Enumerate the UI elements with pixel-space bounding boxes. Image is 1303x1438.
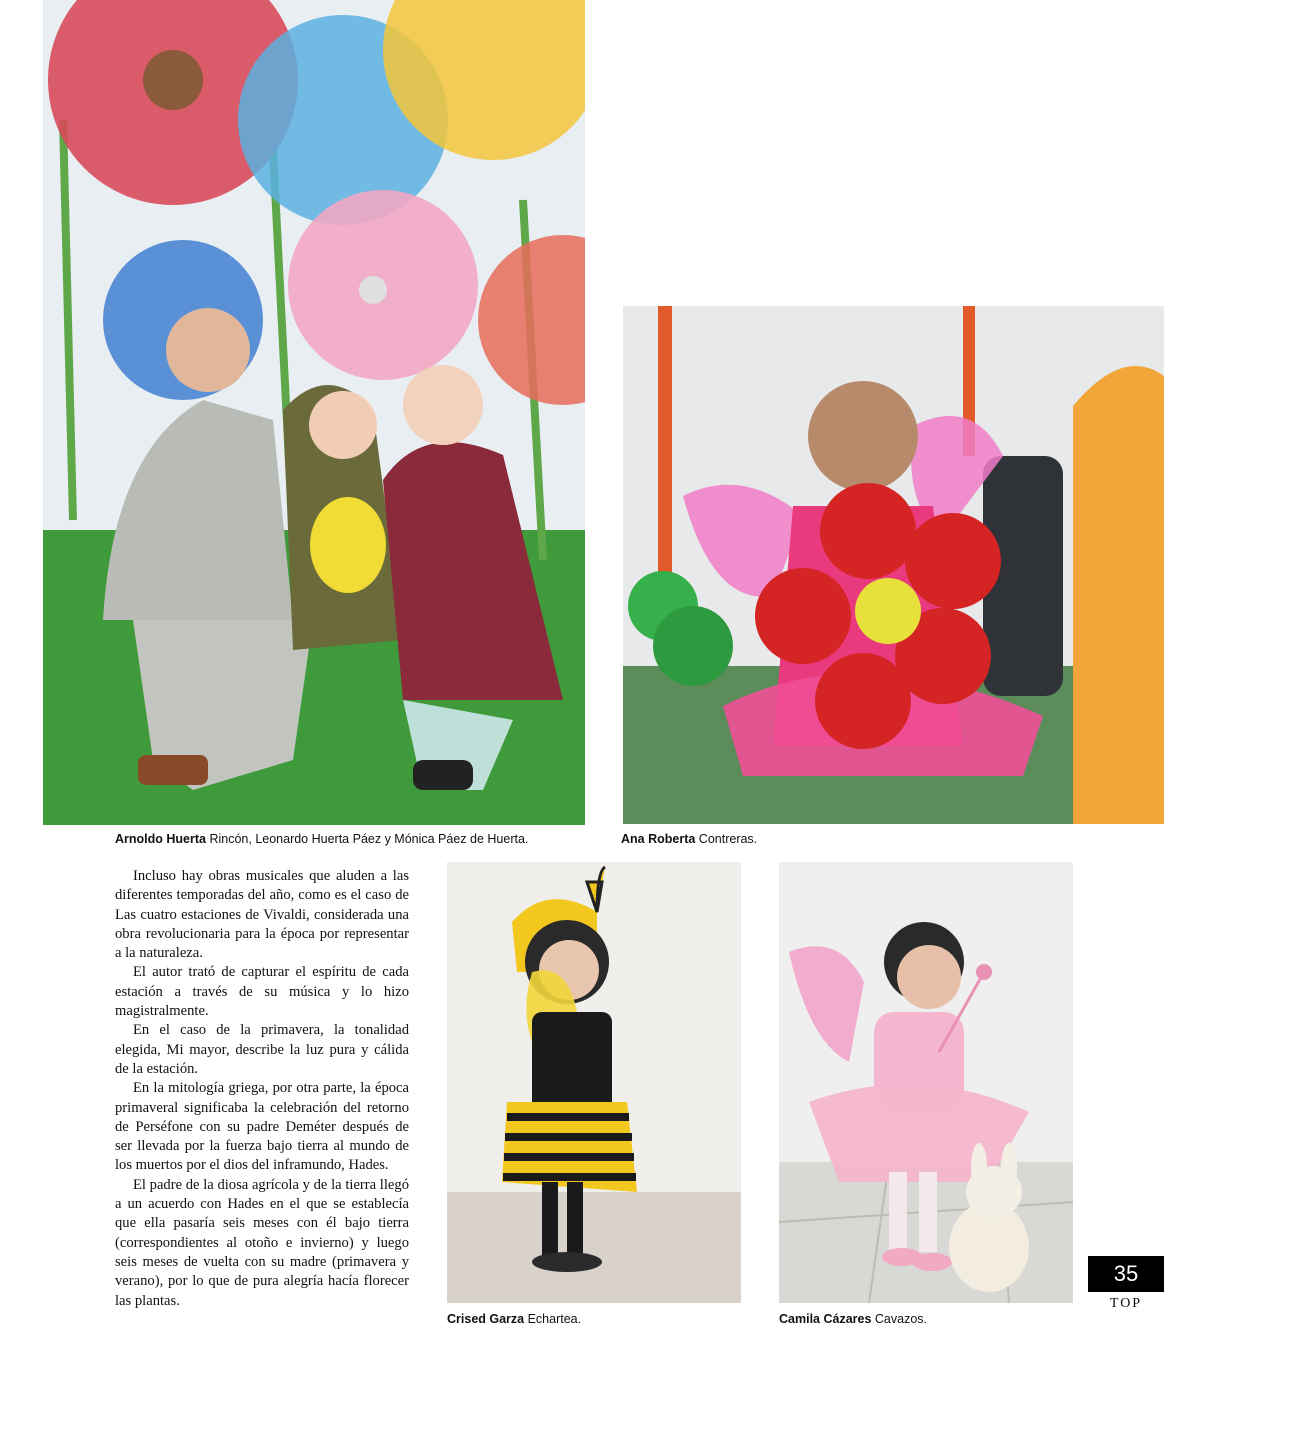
family-photo (43, 0, 585, 825)
caption-family-photo (115, 831, 528, 847)
caption-camila-cazares (779, 1311, 927, 1327)
article-paragraph: Incluso hay obras musicales que aluden a las diferentes temporadas del año, como es el caso de Las cuatro estaciones de Vivaldi, considerada una obra revolucionaria para la época por representar a la naturaleza. (115, 868, 409, 962)
caption-text: Cavazos. (871, 1312, 928, 1326)
caption-name: Arnoldo Huerta (115, 832, 206, 846)
article-paragraph: El autor trató de capturar el espíritu de cada estación a través de su música y lo hizo magistralmente. (115, 964, 409, 1020)
caption-ana-roberta (621, 831, 757, 847)
section-label: TOP (1109, 1296, 1143, 1311)
camila-cazares-photo (779, 862, 1073, 1303)
article-paragraph: El padre de la diosa agrícola y de la tierra llegó a un acuerdo con Hades en el que se establecía que ella pasaría seis meses con él bajo tierra (correspondientes al otoño e invierno) y luego seis meses de vuelta con su madre (primavera y verano), por lo que de pura alegría hacía florecer las plantas. (115, 1176, 409, 1309)
article-paragraph: En la mitología griega, por otra parte, la época primaveral significaba la celebración del retorno de Perséfone con su padre Deméter después de ser llevada por la fuerza bajo tierra al mundo de los muertos por el dios del inframundo, Hades. (115, 1080, 409, 1174)
crised-garza-photo (447, 862, 741, 1303)
caption-name: Ana Roberta (621, 832, 696, 846)
caption-name: Crised Garza (447, 1312, 525, 1326)
page-number: 35 (1088, 1256, 1164, 1292)
ana-roberta-photo (623, 306, 1164, 824)
caption-text: Rincón, Leonardo Huerta Páez y Mónica Páez de Huerta. (205, 832, 529, 846)
caption-crised-garza (447, 1311, 581, 1327)
article-paragraph: En el caso de la primavera, la tonalidad elegida, Mi mayor, describe la luz pura y cálida de la estación. (115, 1022, 409, 1077)
caption-name: Camila Cázares (779, 1312, 872, 1326)
caption-text: Contreras. (695, 832, 758, 846)
article-body (115, 867, 409, 1311)
caption-text: Echartea. (524, 1312, 582, 1326)
